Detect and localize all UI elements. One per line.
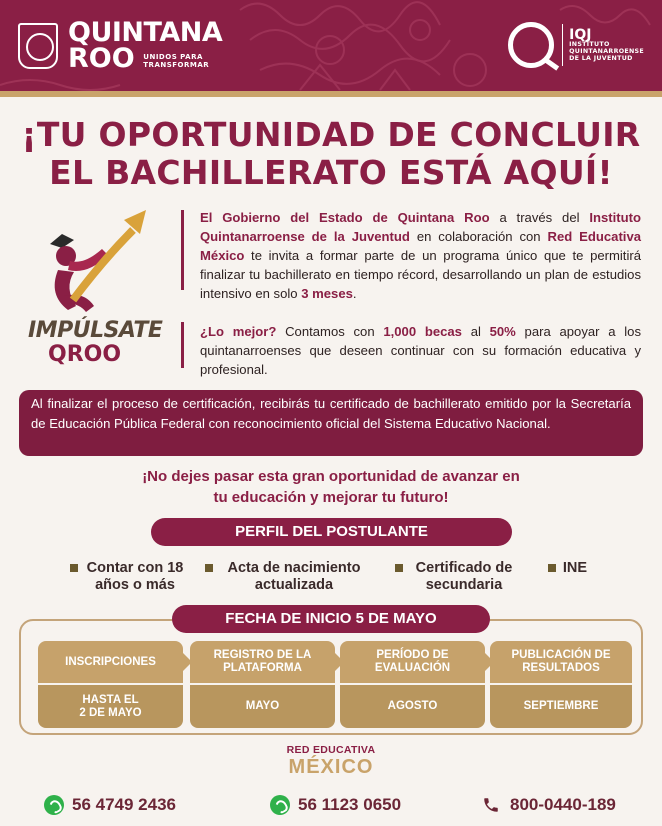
institute-abbr: IQJ [569,26,592,43]
red-educativa-logo [0,744,662,778]
institute-name: Instituto Quintanarroense de la Juventud [200,210,641,244]
step-head [340,641,485,683]
intro-text: al [461,324,490,339]
phone-number: 800-0440-189 [510,795,616,814]
step-head [490,641,632,683]
institute-line-2: QUINTANARROENSE [569,48,644,56]
runner-graduate-icon [28,200,158,318]
brand-top: QUINTANA [68,17,223,48]
step-title: RESULTADOS [522,662,600,674]
step-title: PUBLICACIÓN DE [511,649,611,661]
req-line-1: Certificado de [415,560,513,576]
header-gold-line [0,91,662,97]
whatsapp-icon [270,795,290,815]
start-date-heading: FECHA DE INICIO 5 DE MAYO [172,605,490,633]
step-head [38,641,183,683]
step-body [38,685,183,728]
certificate-box: Al finalizar el proceso de certificación, recibirás tu certificado de bachillerato emitido por la Secretaría de Educación Pública Federal con reconocimiento oficial del Sistema Educativo Nacional. [19,390,643,456]
step-evaluation [340,641,485,728]
requirement-age [70,560,192,594]
step-body [190,685,335,728]
step-registration [38,641,183,728]
whatsapp-contact-1[interactable] [44,795,176,815]
req-line-2: actualizada [254,577,334,593]
step-body [490,685,632,728]
header-banner [0,0,662,97]
step-head [190,641,335,683]
partner-name: Red Educativa México [200,229,642,263]
intro-paragraph-2 [200,322,641,379]
phone-contact[interactable] [482,795,616,815]
scholarship-percent: 50% [489,324,516,339]
step-platform [190,641,335,728]
quintana-roo-logo [18,17,223,74]
step-title: PLATAFORMA [223,662,302,674]
requirement-secondary-certificate [395,560,525,594]
step-date: 2 DE MAYO [79,706,142,719]
bullet-square-icon [548,564,556,572]
req-line-2: secundaria [425,577,503,593]
whatsapp-number-1: 56 4749 2436 [72,795,176,814]
req-line-2: años o más [95,577,175,593]
step-date: AGOSTO [387,700,438,712]
whatsapp-contact-2[interactable] [270,795,401,815]
step-title: INSCRIPCIONES [65,655,156,668]
title-line-1: ¡TU OPORTUNIDAD DE CONCLUIR [21,115,641,154]
step-results [490,641,632,728]
profile-heading: PERFIL DEL POSTULANTE [151,518,512,546]
intro-text: Contamos con [276,324,384,339]
phone-icon [482,796,500,814]
req-line-1: INE [562,560,588,576]
red-educativa-line-2: MÉXICO [288,756,374,778]
cta-line-2: tu educación y mejorar tu futuro! [213,489,449,506]
intro-text: para apoyar a los quintanarroenses que deseen continuar con su formación educativa y profesional. [200,324,641,377]
bullet-square-icon [395,564,403,572]
bullet-square-icon [70,564,78,572]
scholarship-count: 1,000 becas [383,324,462,339]
brand-tag-1: UNIDOS PARA [143,53,203,62]
gov-name: El Gobierno del Estado de Quintana Roo [200,210,490,225]
req-line-1: Contar con 18 [86,560,184,576]
step-body [340,685,485,728]
institute-line-1: INSTITUTO [569,41,610,49]
impulsate-word: IMPÚLSATE [28,318,163,343]
iqj-logo [508,22,644,68]
intro-divider-2 [181,322,184,368]
intro-text: . [352,286,357,301]
step-date: SEPTIEMBRE [523,700,599,712]
impulsate-qroo: QROO [48,342,122,367]
institute-line-3: DE LA JUVENTUD [569,54,633,62]
brand-tag-2: TRANSFORMAR [143,61,210,70]
impulsate-logo [28,200,163,370]
state-shield-icon [18,23,58,69]
brand-bottom: ROO [68,42,135,74]
intro-paragraph-1 [200,208,641,303]
step-title: PERÍODO DE [376,649,449,661]
step-title: EVALUACIÓN [374,662,451,674]
whatsapp-number-2: 56 1123 0650 [298,795,402,814]
call-to-action [0,466,662,508]
red-educativa-line-1: RED EDUCATIVA [286,744,376,756]
cta-line-1: ¡No dejes pasar esta gran oportunidad de avanzar en [142,468,520,485]
intro-text: te invita a formar parte de un programa único que te permitirá finalizar tu bachillerato en tiempo récord, desarrollando un plan de estudios intensivo en solo [200,248,641,301]
requirement-birth-certificate [205,560,375,594]
req-line-1: Acta de nacimiento [227,560,361,576]
step-date: HASTA EL [82,693,139,706]
title-line-2: EL BACHILLERATO ESTÁ AQUÍ! [49,153,613,192]
page-title [0,116,662,192]
intro-divider-1 [181,210,184,290]
intro-text: a través del [489,210,590,225]
whatsapp-icon [44,795,64,815]
best-label: ¿Lo mejor? [200,324,277,339]
qroo-ring-icon [508,22,554,68]
intro-text: en colaboración con [409,229,548,244]
bullet-square-icon [205,564,213,572]
step-title: REGISTRO DE LA [213,649,312,661]
requirement-ine [548,560,592,577]
duration: 3 meses [301,286,353,301]
logo-divider [562,24,564,66]
step-date: MAYO [245,700,280,712]
